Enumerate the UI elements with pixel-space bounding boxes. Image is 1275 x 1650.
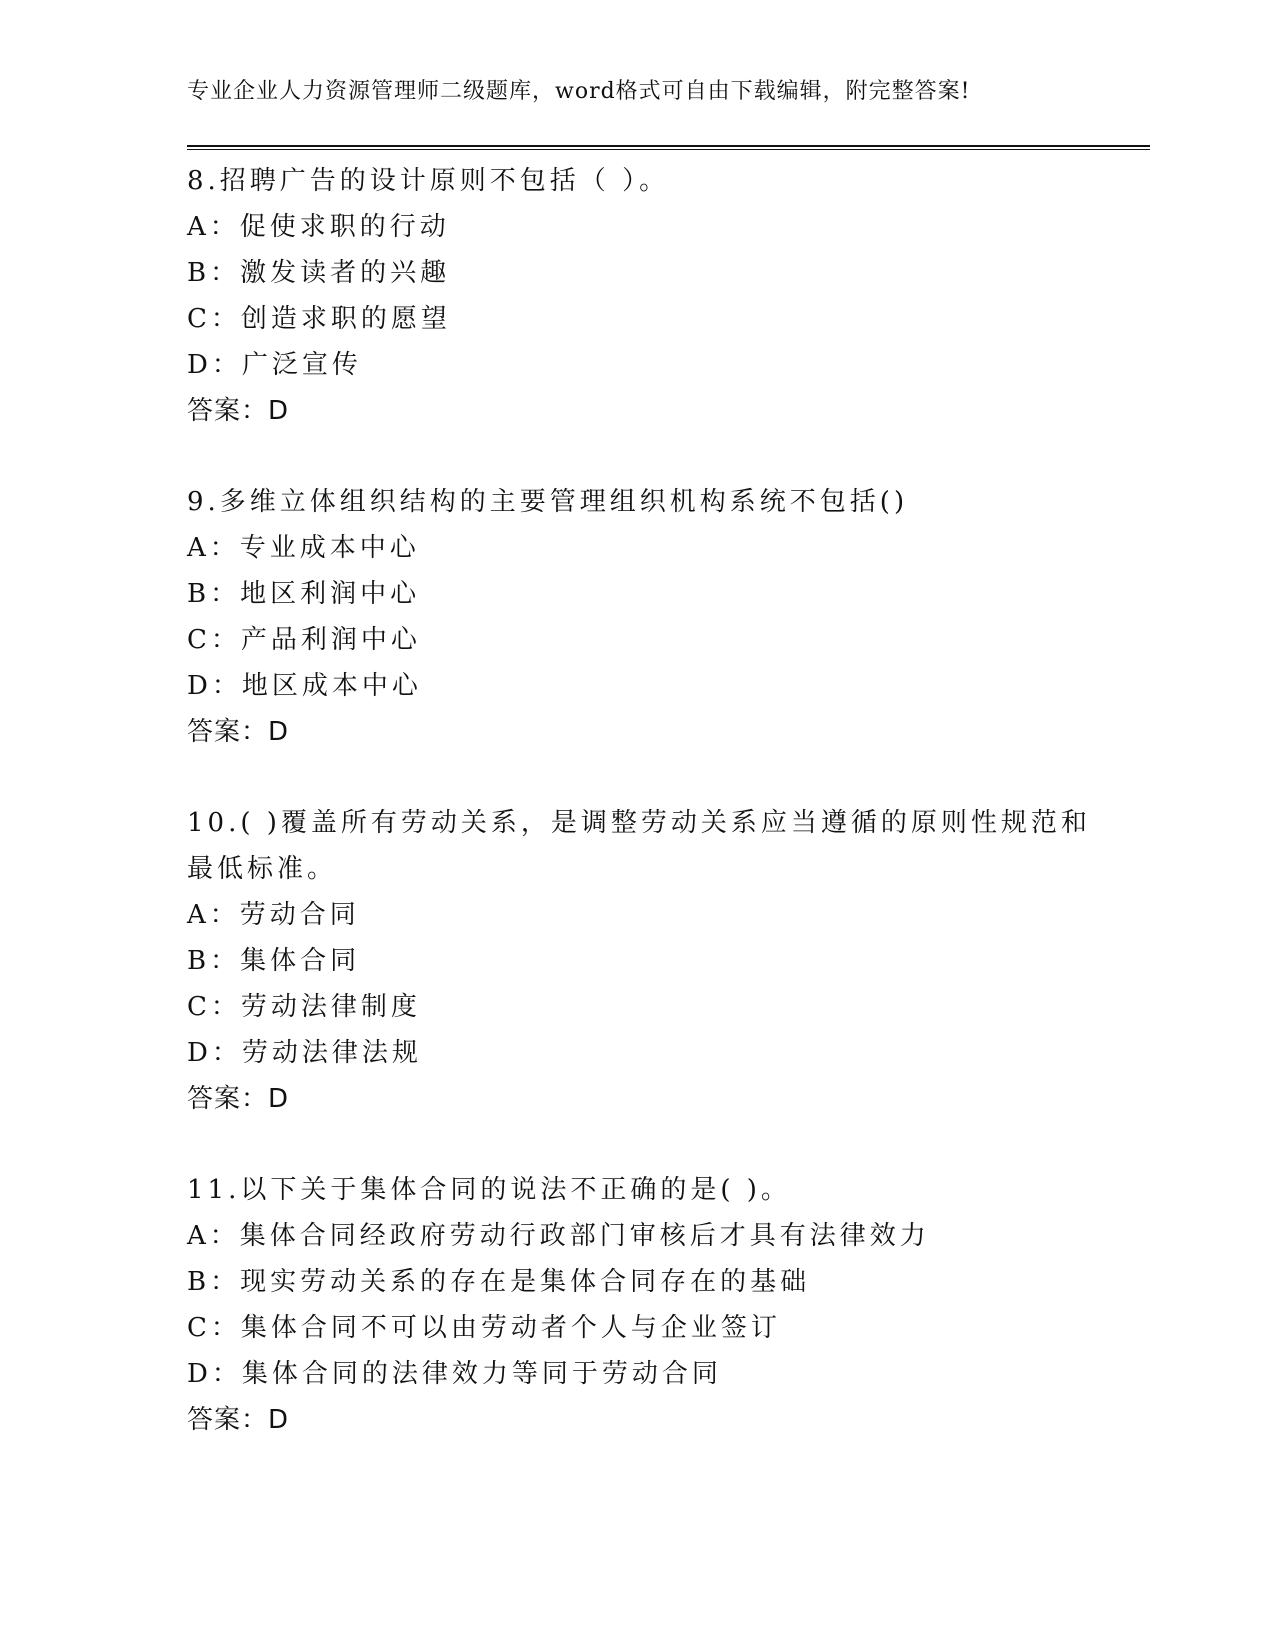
option-c: C：创造求职的愿望	[187, 304, 451, 334]
option-d: D：地区成本中心	[187, 671, 422, 701]
question-list	[187, 158, 1091, 1488]
option-b: B：集体合同	[187, 946, 361, 976]
question-stem: 8.招聘广告的设计原则不包括（ ）。	[187, 166, 670, 196]
option-a: A：劳动合同	[187, 900, 360, 930]
question-stem: 11.以下关于集体合同的说法不正确的是( )。	[187, 1175, 791, 1205]
question-10	[187, 800, 1091, 1122]
question-8	[187, 158, 1087, 434]
option-d: D：劳动法律法规	[187, 1038, 422, 1068]
option-a: A：专业成本中心	[187, 533, 420, 563]
header-divider	[187, 145, 1150, 150]
option-b: B：地区利润中心	[187, 579, 421, 609]
question-11	[187, 1167, 1087, 1443]
option-c: C：劳动法律制度	[187, 992, 421, 1022]
option-c: C：产品利润中心	[187, 625, 421, 655]
option-b: B：现实劳动关系的存在是集体合同存在的基础	[187, 1267, 811, 1297]
answer-line: 答案：D	[187, 1405, 290, 1435]
answer-line: 答案：D	[187, 717, 290, 747]
option-a: A：集体合同经政府劳动行政部门审核后才具有法律效力	[187, 1221, 930, 1251]
option-b: B：激发读者的兴趣	[187, 258, 451, 288]
option-d: D：集体合同的法律效力等同于劳动合同	[187, 1359, 722, 1389]
question-9	[187, 479, 1087, 755]
option-d: D：广泛宣传	[187, 350, 362, 380]
answer-line: 答案：D	[187, 396, 290, 426]
question-stem-continued: 最低标准。	[187, 854, 338, 884]
option-a: A：促使求职的行动	[187, 212, 450, 242]
page-header: 专业企业人力资源管理师二级题库，word格式可自由下载编辑，附完整答案!	[187, 79, 971, 104]
option-c: C：集体合同不可以由劳动者个人与企业签订	[187, 1313, 781, 1343]
answer-line: 答案：D	[187, 1084, 290, 1114]
question-stem: 10.( )覆盖所有劳动关系，是调整劳动关系应当遵循的原则性规范和	[187, 808, 1091, 838]
question-stem: 9.多维立体组织结构的主要管理组织机构系统不包括()	[187, 487, 909, 517]
